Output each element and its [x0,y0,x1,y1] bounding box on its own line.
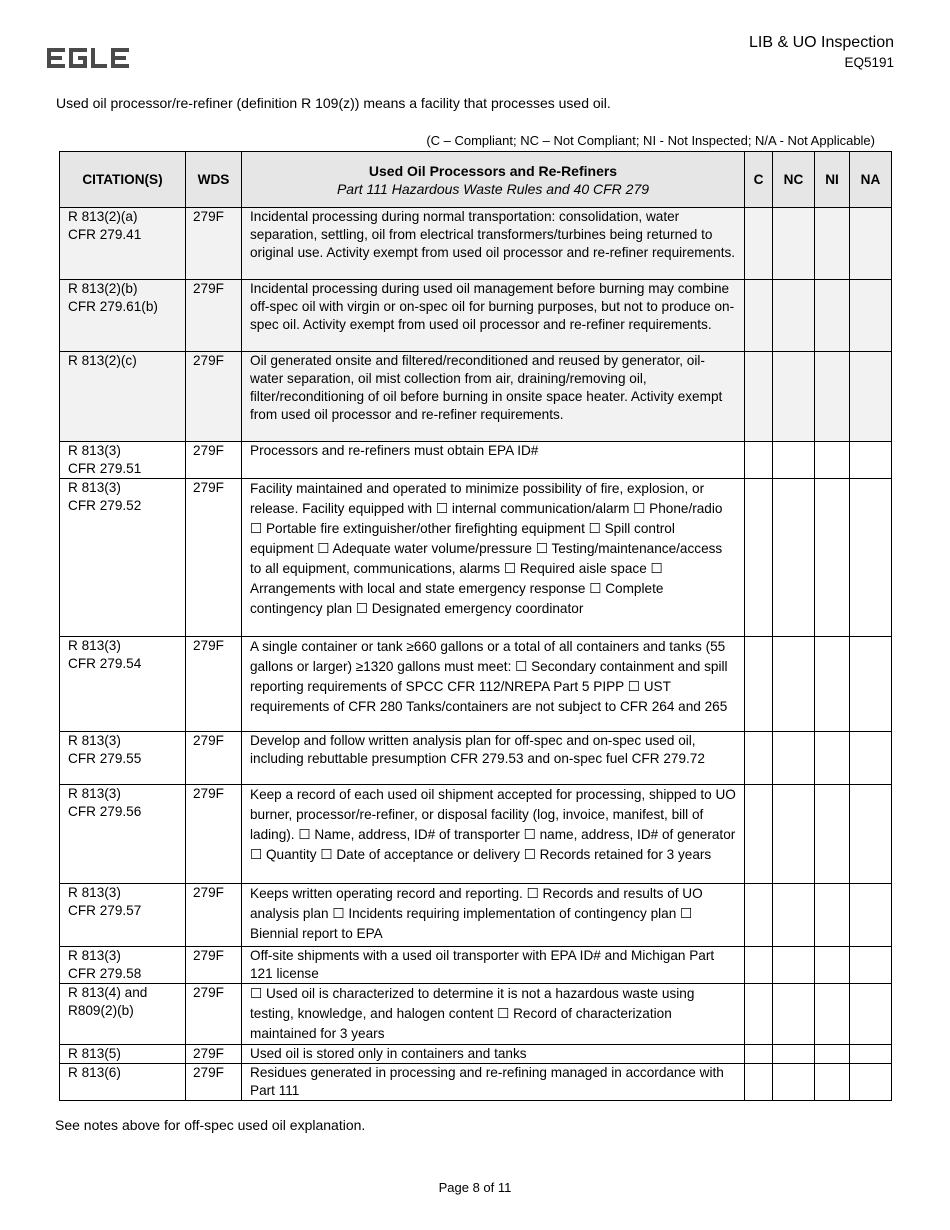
footer-note: See notes above for off-spec used oil explanation. [55,1117,366,1133]
citation-line: R 813(3) [68,638,121,653]
table-row [60,884,892,947]
citation-line: R 813(4) and [68,985,148,1000]
ni-checkbox-cell[interactable] [815,1064,850,1101]
na-checkbox-cell[interactable] [850,884,892,947]
na-checkbox-cell[interactable] [850,785,892,884]
wds-cell: 279F [186,637,242,732]
table-row [60,947,892,984]
requirement-text: Oil generated onsite and filtered/reconditioned and reused by generator, oil-water separation, oil mist collection from air, draining/removing oil, filter/reconditioning of oil before burning in onsite space heater. Activity exempt from used oil processor and re-refiner requirements. [242,352,745,442]
wds-header: WDS [186,152,242,208]
citation-line: CFR 279.52 [68,498,142,513]
citation-cell [60,442,186,479]
table-row [60,1045,892,1064]
wds-cell: 279F [186,785,242,884]
nc-checkbox-cell[interactable] [773,280,815,352]
nc-checkbox-cell[interactable] [773,1045,815,1064]
table-row [60,1064,892,1101]
citation-line: R 813(5) [68,1046,121,1061]
section-subtitle: Part 111 Hazardous Waste Rules and 40 CFR 279 [336,180,650,197]
citation-line: R 813(3) [68,733,121,748]
c-checkbox-cell[interactable] [745,352,773,442]
nc-checkbox-cell[interactable] [773,732,815,785]
c-checkbox-cell[interactable] [745,1064,773,1101]
table-row [60,732,892,785]
citation-cell [60,637,186,732]
citation-cell [60,479,186,637]
na-checkbox-cell[interactable] [850,984,892,1045]
citation-line: R 813(3) [68,443,121,458]
ni-checkbox-cell[interactable] [815,352,850,442]
wds-cell: 279F [186,1064,242,1101]
requirement-text: A single container or tank ≥660 gallons or a total of all containers and tanks (55 gallons or larger) ≥1320 gallons must meet: ☐ Secondary containment and spill reporting requirements of SPCC CFR 112/NREPA Part 5 PIPP ☐ UST requirements of CFR 280 Tanks/containers are not subject to CFR 264 and 265 [242,637,745,732]
ni-checkbox-cell[interactable] [815,442,850,479]
c-checkbox-cell[interactable] [745,280,773,352]
wds-cell: 279F [186,732,242,785]
egle-logo [47,45,129,71]
citation-line: CFR 279.54 [68,656,142,671]
citation-cell [60,984,186,1045]
inspection-table [59,151,892,1101]
citation-line: R 813(3) [68,480,121,495]
na-checkbox-cell[interactable] [850,947,892,984]
requirement-text: Used oil is stored only in containers and tanks [242,1045,745,1064]
citation-line: CFR 279.61(b) [68,299,158,314]
citation-line: CFR 279.58 [68,966,142,981]
page-number: Page 8 of 11 [438,1180,512,1195]
citation-cell [60,884,186,947]
section-title: Used Oil Processors and Re-Refiners [368,162,618,179]
table-row [60,352,892,442]
na-checkbox-cell[interactable] [850,352,892,442]
wds-cell: 279F [186,352,242,442]
ni-checkbox-cell[interactable] [815,984,850,1045]
requirement-text: Develop and follow written analysis plan for off-spec and on-spec used oil, including rebuttable presumption CFR 279.53 and on-spec fuel CFR 279.72 [242,732,745,785]
citation-line: R809(2)(b) [68,1003,134,1018]
nc-header: NC [773,152,815,208]
form-code: EQ5191 [844,55,894,70]
ni-checkbox-cell[interactable] [815,947,850,984]
ni-checkbox-cell[interactable] [815,884,850,947]
requirement-text: Processors and re-refiners must obtain EPA ID# [242,442,745,479]
c-checkbox-cell[interactable] [745,479,773,637]
wds-cell: 279F [186,479,242,637]
na-checkbox-cell[interactable] [850,732,892,785]
c-checkbox-cell[interactable] [745,884,773,947]
ni-checkbox-cell[interactable] [815,208,850,280]
citation-line: R 813(6) [68,1065,121,1080]
citation-line: CFR 279.57 [68,903,142,918]
citation-line: R 813(3) [68,786,121,801]
c-checkbox-cell[interactable] [745,1045,773,1064]
citation-line: R 813(2)(a) [68,209,138,224]
requirement-text: Residues generated in processing and re-refining managed in accordance with Part 111 [242,1064,745,1101]
nc-checkbox-cell[interactable] [773,208,815,280]
c-checkbox-cell[interactable] [745,442,773,479]
requirement-text: Off-site shipments with a used oil transporter with EPA ID# and Michigan Part 121 license [242,947,745,984]
nc-checkbox-cell[interactable] [773,1064,815,1101]
requirement-text: ☐ Used oil is characterized to determine it is not a hazardous waste using testing, knowledge, and halogen content ☐ Record of characterization maintained for 3 years [242,984,745,1045]
citation-cell [60,208,186,280]
c-checkbox-cell[interactable] [745,637,773,732]
requirement-text: Keep a record of each used oil shipment accepted for processing, shipped to UO burner, processor/re-refiner, or disposal facility (log, invoice, manifest, bill of lading). ☐ Name, address, ID# of transporter ☐ name, address, ID# of generator ☐ Quantity ☐ Date of acceptance or delivery ☐ Records retained for 3 years [242,785,745,884]
na-checkbox-cell[interactable] [850,1064,892,1101]
wds-cell: 279F [186,442,242,479]
ni-checkbox-cell[interactable] [815,637,850,732]
wds-cell: 279F [186,984,242,1045]
requirement-text: Incidental processing during used oil management before burning may combine off-spec oil with virgin or on-spec oil for burning purposes, but not to produce on-spec oil. Activity exempt from used oil processor and re-refiner requirements. [242,280,745,352]
citation-cell [60,1064,186,1101]
wds-cell: 279F [186,1045,242,1064]
wds-cell: 279F [186,280,242,352]
table-row [60,442,892,479]
nc-checkbox-cell[interactable] [773,352,815,442]
table-row [60,479,892,637]
requirement-text: Incidental processing during normal transportation: consolidation, water separation, settling, oil from electrical transformers/turbines being returned to original use. Activity exempt from used oil processor and re-refiner requirements. [242,208,745,280]
citation-cell [60,785,186,884]
nc-checkbox-cell[interactable] [773,442,815,479]
requirement-text: Keeps written operating record and reporting. ☐ Records and results of UO analysis plan ☐ Incidents requiring implementation of contingency plan ☐ Biennial report to EPA [242,884,745,947]
wds-cell: 279F [186,208,242,280]
table-row [60,280,892,352]
compliance-legend: (C – Compliant; NC – Not Compliant; NI - Not Inspected; N/A - Not Applicable) [426,133,875,148]
table-row [60,785,892,884]
nc-checkbox-cell[interactable] [773,637,815,732]
citation-cell [60,947,186,984]
citation-line: CFR 279.56 [68,804,142,819]
citation-line: R 813(3) [68,948,121,963]
ni-header: NI [815,152,850,208]
ni-checkbox-cell[interactable] [815,479,850,637]
wds-cell: 279F [186,884,242,947]
c-checkbox-cell[interactable] [745,947,773,984]
na-header: NA [850,152,892,208]
na-checkbox-cell[interactable] [850,1045,892,1064]
ni-checkbox-cell[interactable] [815,732,850,785]
na-checkbox-cell[interactable] [850,479,892,637]
section-title-header [242,152,745,208]
citation-line: R 813(2)(b) [68,281,138,296]
wds-cell: 279F [186,947,242,984]
ni-checkbox-cell[interactable] [815,785,850,884]
citation-cell [60,732,186,785]
ni-checkbox-cell[interactable] [815,280,850,352]
citation-line: CFR 279.41 [68,227,142,242]
na-checkbox-cell[interactable] [850,442,892,479]
citation-cell [60,352,186,442]
citation-header: CITATION(S) [60,152,186,208]
citation-cell [60,280,186,352]
nc-checkbox-cell[interactable] [773,947,815,984]
citation-line: CFR 279.51 [68,461,142,476]
requirement-text: Facility maintained and operated to minimize possibility of fire, explosion, or release. Facility equipped with ☐ internal communication/alarm ☐ Phone/radio ☐ Portable fire extinguisher/other firefighting equipment ☐ Spill control equipment ☐ Adequate water volume/pressure ☐ Testing/maintenance/access to all equipment, communications, alarms ☐ Required aisle space ☐ Arrangements with local and state emergency response ☐ Complete contingency plan ☐ Designated emergency coordinator [242,479,745,637]
table-row [60,637,892,732]
ni-checkbox-cell[interactable] [815,1045,850,1064]
na-checkbox-cell[interactable] [850,637,892,732]
table-header-row [60,152,892,208]
nc-checkbox-cell[interactable] [773,785,815,884]
c-header: C [745,152,773,208]
document-title: LIB & UO Inspection [749,34,894,51]
c-checkbox-cell[interactable] [745,208,773,280]
citation-cell [60,1045,186,1064]
c-checkbox-cell[interactable] [745,984,773,1045]
nc-checkbox-cell[interactable] [773,884,815,947]
nc-checkbox-cell[interactable] [773,479,815,637]
intro-definition: Used oil processor/re-refiner (definition R 109(z)) means a facility that processes used oil. [56,95,611,111]
citation-line: CFR 279.55 [68,751,142,766]
na-checkbox-cell[interactable] [850,280,892,352]
nc-checkbox-cell[interactable] [773,984,815,1045]
table-row [60,208,892,280]
na-checkbox-cell[interactable] [850,208,892,280]
citation-line: R 813(3) [68,885,121,900]
citation-line: R 813(2)(c) [68,353,137,368]
c-checkbox-cell[interactable] [745,732,773,785]
c-checkbox-cell[interactable] [745,785,773,884]
table-row [60,984,892,1045]
